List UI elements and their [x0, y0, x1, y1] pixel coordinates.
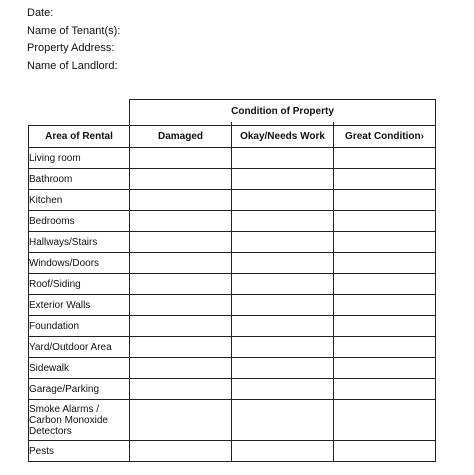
great-cell[interactable] [334, 295, 436, 316]
area-label: Hallways/Stairs [29, 232, 130, 253]
table-row [29, 379, 436, 400]
okay-cell[interactable] [232, 148, 334, 169]
date-field-label: Date: [27, 7, 54, 19]
column-header-area: Area of Rental [29, 126, 130, 148]
okay-cell[interactable] [232, 295, 334, 316]
table-row [29, 316, 436, 337]
table-row [29, 148, 436, 169]
table-row [29, 190, 436, 211]
column-header-great: Great Condition› [334, 126, 436, 148]
area-label: Pests [29, 441, 130, 462]
property-address-field-label: Property Address: [27, 42, 115, 54]
damaged-cell[interactable] [130, 358, 232, 379]
area-label: Foundation [29, 316, 130, 337]
great-cell[interactable] [334, 190, 436, 211]
okay-cell[interactable] [232, 337, 334, 358]
okay-cell[interactable] [232, 274, 334, 295]
table-row [29, 441, 436, 462]
okay-cell[interactable] [232, 232, 334, 253]
group-header-spacer [29, 100, 130, 123]
table-row [29, 211, 436, 232]
tenant-name-field-label: Name of Tenant(s): [27, 24, 121, 37]
great-cell[interactable] [334, 358, 436, 379]
okay-cell[interactable] [232, 190, 334, 211]
area-label: Kitchen [29, 190, 130, 211]
header-fields [27, 5, 120, 75]
area-label: Living room [29, 148, 130, 169]
great-cell[interactable] [334, 211, 436, 232]
table-row [29, 358, 436, 379]
great-cell[interactable] [334, 379, 436, 400]
great-cell[interactable] [334, 400, 436, 441]
area-label: Bathroom [29, 169, 130, 190]
okay-cell[interactable] [232, 379, 334, 400]
table-row [29, 337, 436, 358]
okay-cell[interactable] [232, 211, 334, 232]
damaged-cell[interactable] [130, 232, 232, 253]
great-cell[interactable] [334, 169, 436, 190]
great-cell[interactable] [334, 232, 436, 253]
damaged-cell[interactable] [130, 148, 232, 169]
area-label: Bedrooms [29, 211, 130, 232]
okay-cell[interactable] [232, 358, 334, 379]
table-row [29, 295, 436, 316]
great-cell[interactable] [334, 316, 436, 337]
area-label: Smoke Alarms / Carbon Monoxide Detectors [29, 400, 130, 441]
area-label: Roof/Siding [29, 274, 130, 295]
table-row [29, 232, 436, 253]
area-label: Sidewalk [29, 358, 130, 379]
area-label: Windows/Doors [29, 253, 130, 274]
damaged-cell[interactable] [130, 316, 232, 337]
area-label: Yard/Outdoor Area [29, 337, 130, 358]
great-cell[interactable] [334, 148, 436, 169]
okay-cell[interactable] [232, 169, 334, 190]
damaged-cell[interactable] [130, 441, 232, 462]
damaged-cell[interactable] [130, 400, 232, 441]
area-label: Exterior Walls [29, 295, 130, 316]
damaged-cell[interactable] [130, 379, 232, 400]
table-row [29, 253, 436, 274]
area-label: Garage/Parking [29, 379, 130, 400]
column-header-row [29, 126, 436, 148]
table-row [29, 274, 436, 295]
table-row [29, 400, 436, 441]
column-header-okay: Okay/Needs Work [232, 126, 334, 148]
landlord-name-field-label: Name of Landlord: [27, 59, 118, 72]
damaged-cell[interactable] [130, 169, 232, 190]
damaged-cell[interactable] [130, 253, 232, 274]
damaged-cell[interactable] [130, 274, 232, 295]
okay-cell[interactable] [232, 316, 334, 337]
column-header-damaged: Damaged [130, 126, 232, 148]
damaged-cell[interactable] [130, 337, 232, 358]
group-header-row [29, 100, 436, 123]
inspection-table-container [28, 99, 436, 462]
okay-cell[interactable] [232, 253, 334, 274]
great-cell[interactable] [334, 253, 436, 274]
great-cell[interactable] [334, 337, 436, 358]
great-cell[interactable] [334, 274, 436, 295]
table-row [29, 169, 436, 190]
okay-cell[interactable] [232, 400, 334, 441]
inspection-table [28, 99, 436, 462]
damaged-cell[interactable] [130, 295, 232, 316]
damaged-cell[interactable] [130, 211, 232, 232]
damaged-cell[interactable] [130, 190, 232, 211]
great-cell[interactable] [334, 441, 436, 462]
condition-group-header: Condition of Property [130, 100, 436, 123]
okay-cell[interactable] [232, 441, 334, 462]
